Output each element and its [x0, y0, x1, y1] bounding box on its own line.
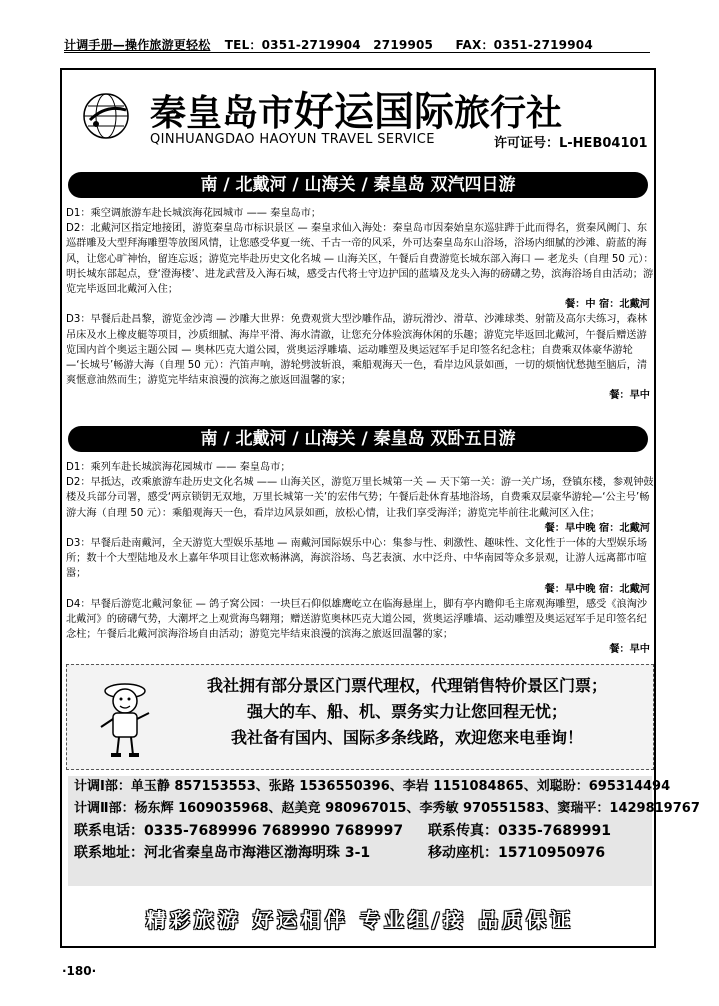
page-number: ·180·: [62, 964, 97, 978]
tour2-title-banner: 南 / 北戴河 / 山海关 / 秦皇岛 双卧五日游: [68, 426, 648, 452]
agency-name: [150, 80, 660, 135]
contact-mobile: 移动座机：15710950976: [428, 845, 606, 861]
tour2-day3-meal: 餐：早中晚 宿：北戴河: [544, 583, 650, 595]
tour2-day2: D2：早抵达，改乘旅游车赴历史文化名城 —— 山海关区，游览万里长城第一关 — 天下第一关：游一关广场，登镇东楼，参观钟鼓楼及兵部分司署，感受‘两京锁钥无双地，万里长城第一关’的宏伟气势；午餐后赴休育基地浴场，自费乘双层豪华游轮—‘公主号’畅游大海（自理 50 元）：乘船观海天一色，看岸边风景如画，放松心情，让我们享受海洋；游览完毕前往北戴河区入住；: [66, 477, 654, 519]
contact-fax: 联系传真：0335-7689991: [428, 823, 611, 839]
contact-address: 联系地址：河北省秦皇岛市海港区渤海明珠 3-1: [74, 845, 371, 861]
promo-box: [66, 664, 654, 770]
agency-name-english: QINHUANGDAO HAOYUN TRAVEL SERVICE: [150, 132, 435, 147]
handbook-slogan: 计调手册—操作旅游更轻松: [64, 38, 211, 52]
promo-line-1: 我社拥有部分景区门票代理权，代理销售特价景区门票；: [206, 676, 607, 695]
tour1-itinerary: [66, 206, 654, 404]
footer-slogan: 精彩旅游 好运相伴 专业组/接 品质保证: [145, 908, 575, 932]
cartoon-guide-icon: [95, 677, 155, 759]
contact-box: [68, 776, 700, 886]
tour1-day3: D3：早餐后赴昌黎，游览金沙湾 — 沙雕大世界：免费观赏大型沙雕作品，游玩滑沙、滑草、沙滩球类、射箭及高尔夫练习，森林吊床及水上橡皮艇等项目，沙质细腻、海岸平滑、海水清澈，让您充分体验滨海休闲的乐趣；游览完毕返回北戴河，午餐后赠送游览国内首个奥运主题公园 — 奥林匹克大道公园，赏奥运浮雕墙、运动雕塑及奥运冠军手足印签名纪念柱；自费乘双体豪华游轮—‘长城号’畅游大海（自理 50 元）：汽笛声响，游轮劈波斩浪，乘船观海天一色，看岸边风景如画，一切的烦恼忧愁抛至脑后，清爽惬意油然而生；游览完毕结束浪漫的滨海之旅返回温馨的家；: [66, 314, 648, 387]
tour1-day2-meal: 餐：中 宿：北戴河: [564, 299, 650, 311]
tour1-day1: D1：乘空调旅游车赴长城滨海花园城市 —— 秦皇岛市；: [66, 208, 322, 219]
promo-line-3: 我社备有国内、国际多条线路，欢迎您来电垂询！: [230, 728, 583, 747]
tour2-day4: D4：早餐后游览北戴河象征 — 鸽子窝公园：一块巨石仰似雄鹰屹立在临海悬崖上，脚有亭内瞻仰毛主席观海雕塑，感受《浪淘沙 北戴河》的磅礴气势，大潮坪之上观赏海鸟翱翔；赠送游览奥林匹克大道公园，赏奥运浮雕墙、运动雕塑及奥运冠军手足印签名纪念柱；午餐后北戴河滨海浴场自由活动；游览完毕结束浪漫的滨海之旅返回温馨的家；: [66, 598, 648, 641]
license-number: 许可证号：L-HEB04101: [494, 136, 648, 151]
tour2-day3: D3：早餐后赴南戴河，全天游览大型娱乐基地 — 南戴河国际娱乐中心：集参与性、刺激性、趣味性、文化性于一体的大型娱乐场所；数十个大型陆地及水上嘉年华项目让您欢畅淋漓，海滨浴场、鸟艺表演、水中泛舟、中华南园等众多景观，让游人远离都市喧嚣；: [66, 538, 648, 580]
tour1-title-banner: 南 / 北戴河 / 山海关 / 秦皇岛 双汽四日游: [68, 172, 648, 198]
top-header-bar: [64, 36, 650, 53]
contact-address-row: [68, 842, 652, 864]
contact-dept1: 计调Ⅰ部：单玉静 857153553、张路 1536550396、李岩 1151084865、刘聪盼：695314494: [74, 779, 671, 794]
tour2-day1: D1：乘列车赴长城滨海花园城市 —— 秦皇岛市；: [66, 462, 291, 473]
agency-name-part1: 秦皇岛市: [150, 93, 295, 134]
promo-line-2: 强大的车、船、机、票务实力让您回程无忧；: [246, 702, 567, 721]
contact-phone: 联系电话：0335-7689996 7689990 7689997: [74, 823, 404, 839]
contact-dept2: 计调Ⅱ部：杨东辉 1609035968、赵美竞 980967015、李秀敏 970551583、窦瑞平：1429819767: [74, 801, 700, 816]
tour2-itinerary: [66, 460, 654, 658]
agency-name-part2: 好运国际: [294, 88, 455, 135]
tel: TEL：0351-2719904: [224, 38, 361, 52]
contact-phone-row: [68, 820, 652, 842]
tour2-day2-meal: 餐：早中晚 宿：北戴河: [544, 522, 650, 534]
tour1-day2: D2：北戴河区指定地接团，游览秦皇岛市标识景区 — 秦皇求仙入海处：秦皇岛市因秦始皇东巡驻跸于此而得名，赏秦风阙门、东巡群雕及大型拜海雕塑等放图风情，让您感受华夏一统、千古一帝的风采，外可达秦皇岛东山浴场，浴场内细腻的沙滩、蔚蓝的海风，让您心旷神怡，留连忘返；游览完毕赴历史文化名城 — 山海关区，午餐后自费游览长城东部入海口 — 老龙头（自理 50 元）：明长城东部起点，登‘澄海楼’、进龙武营及入海石城，感受古代将士守边护国的蓝墙及龙头入海的磅礴之势，滨海浴场自由活动；游览完毕返回北戴河入住；: [66, 223, 654, 296]
tour2-day4-meal: 餐：早中: [609, 644, 650, 656]
tel-2: 2719905: [373, 38, 434, 52]
globe-logo-icon: [80, 90, 132, 142]
fax: FAX：0351-2719904: [455, 38, 593, 52]
agency-name-part3: 旅行社: [454, 93, 563, 134]
tour1-day3-meal: 餐：早中: [609, 390, 650, 402]
promo-text: [167, 673, 647, 751]
